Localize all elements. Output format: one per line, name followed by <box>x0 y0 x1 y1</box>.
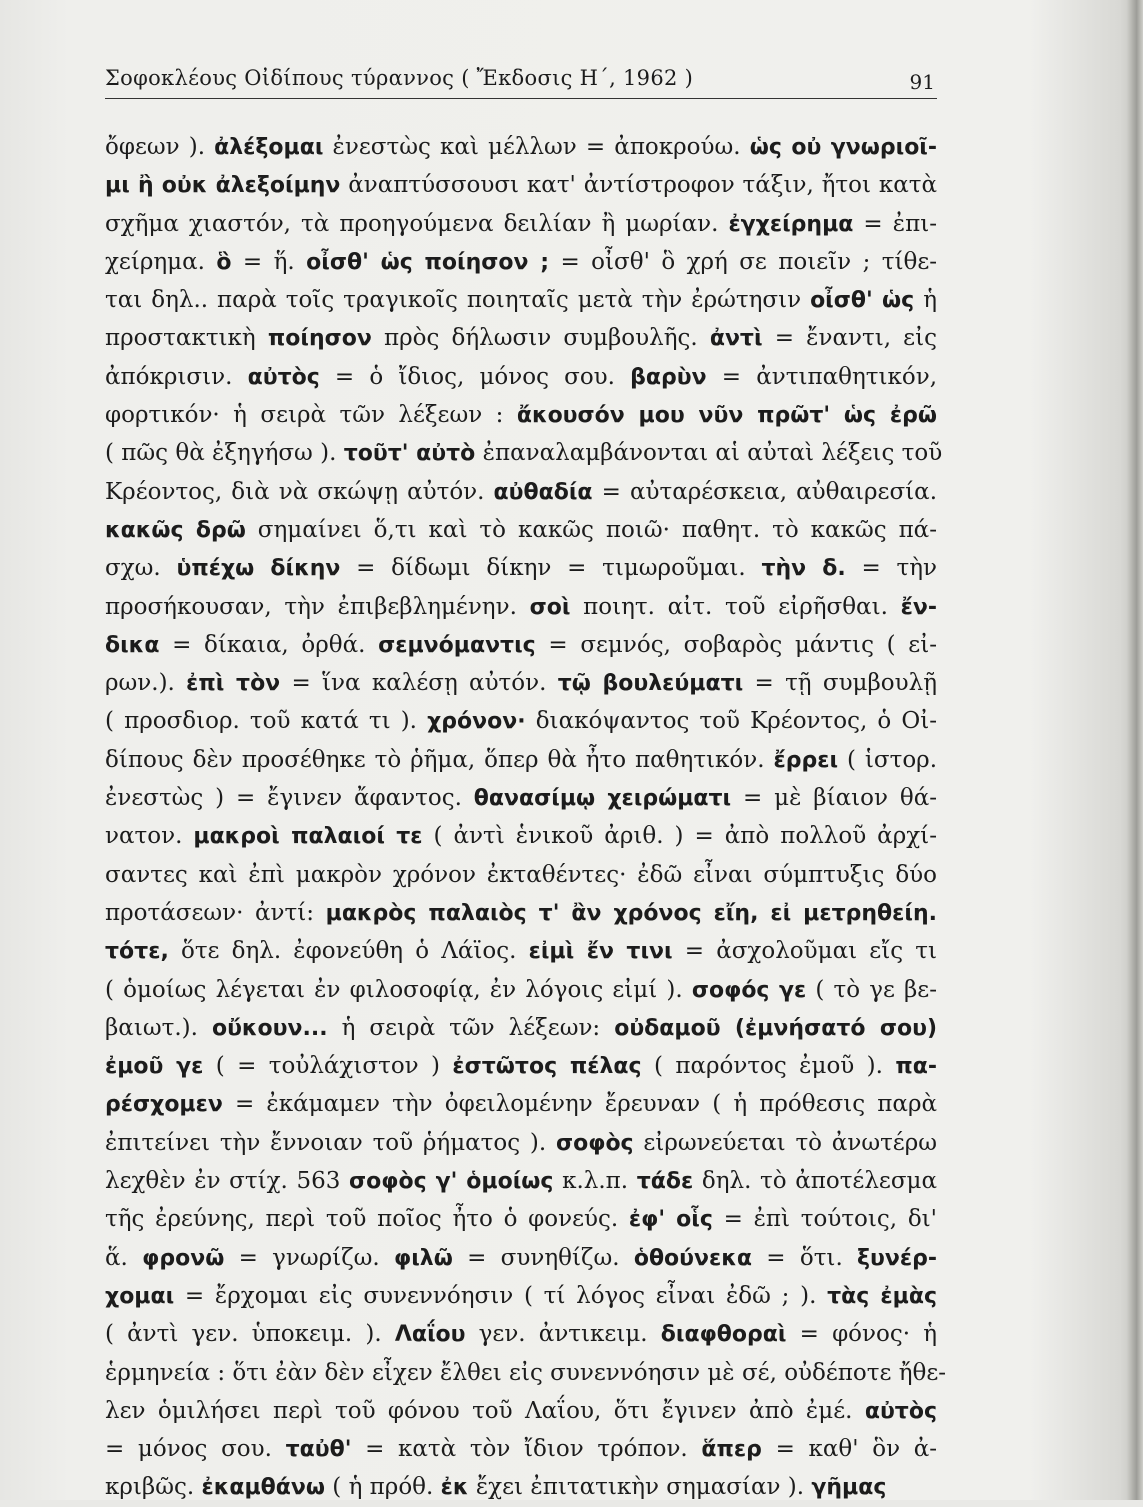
text-line <box>105 205 937 243</box>
text-line <box>105 396 937 434</box>
lemma-term: σοφὸς γ' ὁμοίως <box>349 1169 554 1195</box>
text-line <box>105 741 937 779</box>
gloss-text: κ.λ.π. <box>553 1168 637 1195</box>
gloss-text: ποιητ. αἰτ. τοῦ εἰρῆσθαι. <box>570 593 901 620</box>
gloss-text: ἀπόκρισιν. <box>105 363 248 390</box>
gloss-text: ἡ σειρὰ τῶν λέξεων: <box>327 1014 615 1041</box>
gloss-text: = ἔναντι, εἰς <box>762 325 937 352</box>
lemma-term: ξυνέρ- <box>857 1245 938 1271</box>
gloss-text: ( ἱστορ. <box>838 746 937 773</box>
gloss-text: ἔχει ἐπιτατικὴν σημασίαν ). <box>468 1474 812 1501</box>
lemma-term: κακῶς δρῶ <box>105 517 246 543</box>
text-line <box>105 1354 947 1392</box>
text-line <box>105 702 937 740</box>
gloss-text: ὅτε δηλ. ἐφονεύθη ὁ Λάϊος. <box>168 938 529 965</box>
lemma-term: τὰς ἐμὰς <box>827 1283 937 1309</box>
lemma-term: ἐκ <box>440 1475 469 1501</box>
gloss-text: σχῆμα χιαστόν, τὰ προηγούμενα δειλίαν ἢ μωρίαν. <box>105 210 729 237</box>
lemma-term: μακροὶ παλαιοί τε <box>193 824 423 850</box>
lemma-term: χομαι <box>105 1283 175 1309</box>
gloss-text: ( ἡ πρόθ. <box>325 1474 441 1501</box>
gloss-text: = συνηθίζω. <box>452 1244 634 1271</box>
gloss-text: ( ὁμοίως λέγεται ἐν φιλοσοφίᾳ, ἐν λόγοις εἰμί ). <box>105 976 692 1003</box>
lemma-term: εἰμὶ ἔν τινι <box>528 939 673 965</box>
text-line <box>105 856 937 894</box>
gloss-text: ( ἀντὶ ἑνικοῦ ἀριθ. ) = ἀπὸ πολλοῦ ἀρχί- <box>422 823 937 850</box>
lemma-term: ἀντὶ <box>709 326 763 352</box>
lemma-term: τοῦτ' αὐτὸ <box>343 441 476 467</box>
lemma-term: αὐτὸς <box>864 1398 937 1424</box>
gloss-text: ἐπαναλαμβάνονται αἱ αὐταὶ λέξεις τοῦ <box>475 440 943 467</box>
gloss-text: = μόνος σου. <box>105 1436 286 1463</box>
gloss-text: ( προσδιορ. τοῦ κατά τι ). <box>105 708 428 735</box>
lemma-term: αὐτὸς <box>247 364 320 390</box>
gloss-text: = οἶσθ' ὃ χρή σε ποιεῖν ; τίθε- <box>549 248 938 275</box>
lemma-term: δικα <box>105 632 160 658</box>
text-line <box>105 1162 937 1200</box>
gloss-text: = δίκαια, ὀρθά. <box>159 631 379 658</box>
gloss-text: = σεμνός, σοβαρὸς μάντις ( εἰ- <box>535 631 937 658</box>
gloss-text: γεν. ἀντικειμ. <box>465 1321 661 1348</box>
page-number: 91 <box>909 70 935 94</box>
gloss-text: = ἀντιπαθητικόν, <box>706 363 937 390</box>
gloss-text: ἐνεστὼς ) = ἔγινεν ἄφαντος. <box>105 785 474 812</box>
gloss-text: βαιωτ.). <box>105 1014 212 1041</box>
lemma-term: οὔκουν... <box>211 1015 328 1041</box>
gloss-text: δίπους δὲν προσέθηκε τὸ ῥῆμα, ὅπερ θὰ ἦτο παθητικόν. <box>105 746 774 773</box>
lemma-term: ἐπὶ τὸν <box>186 671 281 697</box>
lemma-term: ἐφ' οἷς <box>628 1207 713 1233</box>
gloss-text: ( πῶς θὰ ἐξηγήσω ). <box>105 440 344 467</box>
gloss-text: ἡ <box>914 287 937 314</box>
lemma-term: οἶσθ' ὡς <box>810 288 915 314</box>
lemma-term: ἐστῶτος πέλας <box>452 1054 642 1080</box>
lemma-term: ἔρρει <box>773 747 839 773</box>
text-line <box>105 1200 937 1238</box>
gloss-text: = φόνος· ἡ <box>786 1321 937 1348</box>
lemma-term: τῷ βουλεύματι <box>557 671 744 697</box>
lemma-term: οἶσθ' ὡς ποίησον ; <box>306 249 550 275</box>
lemma-term: τάδε <box>636 1169 694 1195</box>
gloss-text: = ἔρχομαι εἰς συνεννόησιν ( τί λόγος εἶναι ἐδῶ ; ). <box>174 1282 828 1309</box>
gloss-text: = ἥ. <box>231 248 307 275</box>
gloss-text: εἰρωνεύεται τὸ ἀνωτέρω <box>633 1129 937 1156</box>
lemma-term: τὴν δ. <box>761 556 846 582</box>
gloss-text: ἅ. <box>105 1244 143 1271</box>
lemma-term: ἐγχείρημα <box>728 211 854 237</box>
gloss-text: = κατὰ τὸν ἴδιον τρόπον. <box>351 1436 702 1463</box>
text-line <box>105 319 937 357</box>
gloss-text: σαντες καὶ ἐπὶ μακρὸν χρόνον ἐκταθέντες· ἐδῶ εἶναι σύμπτυξις δύο <box>105 861 937 888</box>
gloss-text: λεχθὲν ἐν στίχ. 563 <box>105 1168 350 1195</box>
text-line <box>105 1085 937 1123</box>
lemma-term: χρόνον· <box>427 709 526 735</box>
lemma-term: θανασίμῳ χειρώματι <box>473 786 732 812</box>
lemma-term: ρέσχομεν <box>105 1092 223 1118</box>
gloss-text: σημαίνει ὅ,τι καὶ τὸ κακῶς ποιῶ· παθητ. τὸ κακῶς πά- <box>245 516 937 543</box>
text-line <box>105 1047 937 1085</box>
lemma-term: μι ἢ οὐκ ἀλεξοίμην <box>105 173 341 199</box>
gloss-text: = τῇ συμβουλῇ <box>743 670 937 697</box>
text-line <box>105 664 937 702</box>
gloss-text: = μὲ βίαιον θά- <box>731 785 938 812</box>
lemma-term: ὃ <box>216 249 232 275</box>
text-line <box>105 971 937 1009</box>
page-edge-shadow <box>1127 0 1143 1500</box>
lemma-term: βαρὺν <box>630 364 707 390</box>
text-line <box>105 358 937 396</box>
text-line <box>105 281 937 319</box>
gloss-text: ὄφεων ). <box>105 134 215 160</box>
text-line <box>105 128 937 166</box>
lemma-term: ταὐθ' <box>285 1437 352 1463</box>
gloss-text: = ὅτι. <box>752 1244 858 1271</box>
text-line <box>105 1239 937 1277</box>
lemma-term: σεμνόμαντις <box>378 632 536 658</box>
gloss-text: ἑρμηνεία : ὅτι ἐὰν δὲν εἶχεν ἔλθει εἰς συνεννόησιν μὲ σέ, οὐδέποτε ἤθε- <box>105 1359 947 1386</box>
gloss-text: ( παρόντος ἐμοῦ ). <box>641 1053 896 1080</box>
gloss-text: ἐνεστὼς καὶ μέλλων = ἀποκρούω. <box>323 134 750 160</box>
lemma-term: διαφθοραὶ <box>660 1322 787 1348</box>
text-line <box>105 473 937 511</box>
text-line <box>105 1392 937 1430</box>
gloss-text: φορτικόν· ἡ σειρὰ τῶν λέξεων : <box>105 402 517 429</box>
commentary-text <box>105 128 947 1507</box>
gloss-text: ρων.). <box>105 670 187 697</box>
lemma-term: σοφός γε <box>691 977 807 1003</box>
gloss-text: = καθ' ὃν ἀ- <box>761 1436 937 1463</box>
gloss-text: Κρέοντος, διὰ νὰ σκώψῃ αὐτόν. <box>105 478 494 505</box>
lemma-term: οὐδαμοῦ (ἐμνήσατό σου) <box>614 1015 938 1041</box>
header-title: Σοφοκλέους Οἰδίπους τύραννος ( Ἔκδοσις Η΄, 1962 ) <box>105 66 694 90</box>
text-line <box>105 1430 937 1468</box>
text-line <box>105 549 937 587</box>
text-line <box>105 894 937 932</box>
lemma-term: ἅπερ <box>701 1437 762 1463</box>
text-line <box>105 1277 937 1315</box>
lemma-term: γῆμας <box>811 1475 887 1501</box>
text-line <box>105 932 937 970</box>
text-line <box>105 626 937 664</box>
text-line <box>105 1124 937 1162</box>
gloss-text: ται δηλ.. παρὰ τοῖς τραγικοῖς ποιηταῖς μετὰ τὴν ἐρώτησιν <box>105 287 811 314</box>
gloss-text: ( ἀντὶ γεν. ὑποκειμ. ). <box>105 1321 395 1348</box>
gloss-text: λεν ὁμιλήσει περὶ τοῦ φόνου τοῦ Λαΐου, ὅτι ἔγινεν ἀπὸ ἐμέ. <box>105 1397 865 1424</box>
lemma-term: ἔν- <box>900 594 937 620</box>
lemma-term: ποίησον <box>267 326 372 352</box>
gloss-text: χείρημα. <box>105 248 217 275</box>
gloss-text: κριβῶς. <box>105 1474 202 1501</box>
lemma-term: ἄκουσόν μου νῦν πρῶτ' ὡς ἐρῶ <box>516 403 937 429</box>
gloss-text: προσήκουσαν, τὴν ἐπιβεβλημένην. <box>105 593 530 620</box>
running-header <box>105 64 937 99</box>
gloss-text: = ὁ ἴδιος, μόνος σου. <box>319 363 631 390</box>
lemma-term: σοφὸς <box>555 1130 634 1156</box>
gloss-text: πρὸς δήλωσιν συμβουλῆς. <box>371 325 710 352</box>
gloss-text: = ἐπι- <box>853 210 937 237</box>
gloss-text: ( = τοὐλάχιστον ) <box>203 1053 453 1080</box>
gloss-text: προτάσεων· ἀντί: <box>105 899 326 926</box>
text-line <box>105 1315 937 1353</box>
gloss-text: = ἐπὶ τούτοις, δι' <box>712 1206 938 1233</box>
lemma-term: σοὶ <box>529 594 571 620</box>
lemma-term: τότε, <box>105 939 169 965</box>
lemma-term: ὑπέχω δίκην <box>176 556 341 582</box>
gloss-text: = ἀσχολοῦμαι εἴς τι <box>672 938 937 965</box>
text-line <box>105 1468 937 1506</box>
text-line <box>105 817 937 855</box>
gloss-text: διακόψαντος τοῦ Κρέοντος, ὁ Οἰ- <box>525 708 938 735</box>
gloss-text: προστακτικὴ <box>105 325 268 352</box>
lemma-term: ἀλέξομαι <box>214 135 324 160</box>
text-line <box>105 1009 937 1047</box>
gloss-text: ἀναπτύσσουσι κατ' ἀντίστροφον τάξιν, ἤτοι κατὰ <box>340 172 937 199</box>
lemma-term: αὐθαδία <box>493 479 593 505</box>
text-line <box>105 166 937 204</box>
text-line <box>105 588 937 626</box>
lemma-term: ὡς οὐ γνωριοῖ- <box>749 135 938 160</box>
text-line <box>105 511 937 549</box>
gloss-text: ( τὸ γε βε- <box>806 976 937 1003</box>
lemma-term: ἐκαμθάνω <box>201 1475 325 1501</box>
text-line <box>105 434 943 472</box>
gloss-text: = ἵνα καλέσῃ αὐτόν. <box>280 670 558 697</box>
gloss-text: = τὴν <box>845 555 937 582</box>
lemma-term: ἐμοῦ γε <box>105 1054 204 1080</box>
lemma-term: πα- <box>895 1054 937 1080</box>
gloss-text: = αὐταρέσκεια, αὐθαιρεσία. <box>592 478 937 505</box>
gloss-text: = γνωρίζω. <box>224 1244 395 1271</box>
gloss-text: τῆς ἐρεύνης, περὶ τοῦ ποῖος ἦτο ὁ φονεύς. <box>105 1206 629 1233</box>
lemma-term: ὁθούνεκα <box>633 1245 753 1271</box>
text-line <box>105 779 937 817</box>
lemma-term: μακρὸς παλαιὸς τ' ἂν χρόνος εἴη, εἰ μετρηθείη. <box>325 900 937 926</box>
text-line <box>105 243 937 281</box>
gloss-text: = ἐκάμαμεν τὴν ὀφειλομένην ἔρευναν ( ἡ πρόθεσις παρὰ <box>222 1091 937 1118</box>
lemma-term: φρονῶ <box>142 1245 225 1271</box>
gloss-text: νατον. <box>105 823 194 850</box>
gloss-text: σχω. <box>105 555 177 582</box>
lemma-term: Λαΐου <box>394 1322 466 1348</box>
gloss-text: δηλ. τὸ ἀποτέλεσμα <box>693 1168 938 1195</box>
lemma-term: φιλῶ <box>394 1245 453 1271</box>
gloss-text: ἐπιτείνει τὴν ἔννοιαν τοῦ ῥήματος ). <box>105 1129 556 1156</box>
gloss-text: = δίδωμι δίκην = τιμωροῦμαι. <box>340 555 762 582</box>
